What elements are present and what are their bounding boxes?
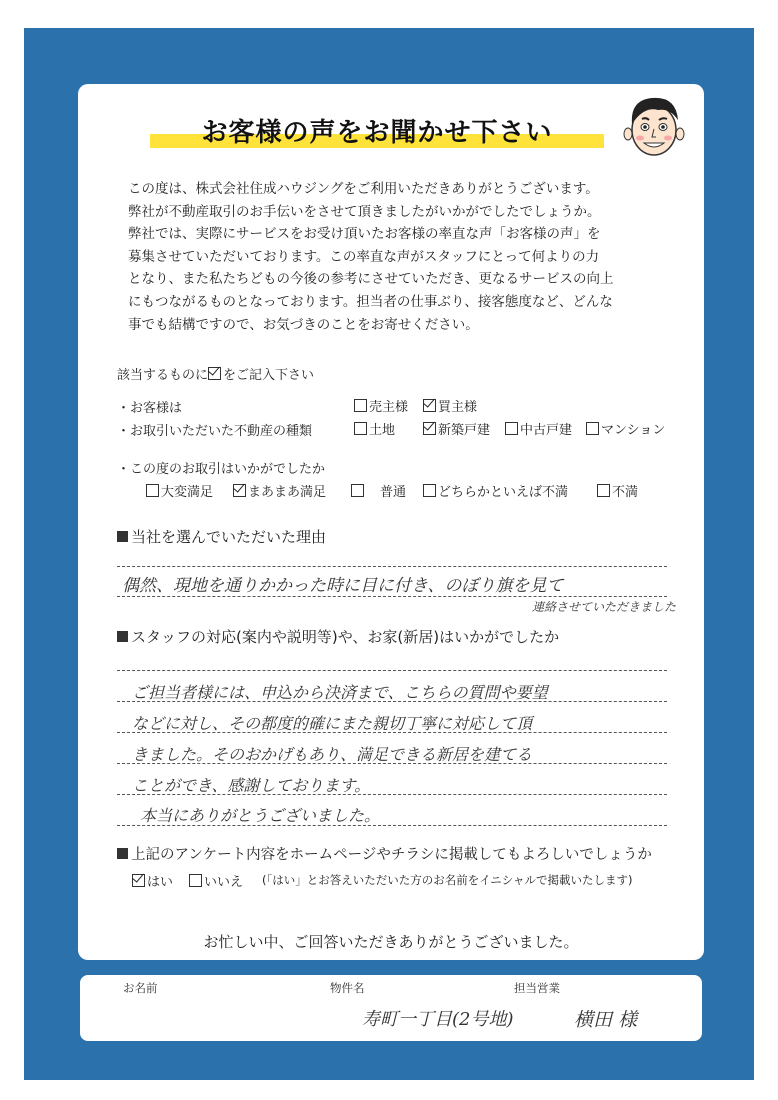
intro-line: となり、また私たちどもの今後の参考にさせていただき、更なるサービスの向上 — [128, 271, 614, 288]
title-block — [150, 112, 604, 150]
answer-line — [117, 596, 667, 597]
option-somewhat-dissatisfied[interactable]: どちらかといえば不満 — [423, 481, 568, 500]
intro-line: 事でも結構ですので、お気づきのことをお寄せください。 — [128, 316, 479, 333]
staff-answer-line: などに対し、その都度的確にまた親切丁寧に対応して頂 — [132, 714, 533, 733]
staff-value: 横田 様 — [574, 1009, 638, 1031]
checkbox[interactable] — [351, 484, 364, 497]
intro-line: 弊社では、実際にサービスをお受け頂いたお客様の率直な声「お客様の声」を — [128, 226, 601, 243]
publish-note: (「はい」とお答えいただいた方のお名前をイニシャルで掲載いたします) — [262, 873, 633, 887]
option-condominium[interactable]: マンション — [586, 419, 665, 438]
checkbox-checked[interactable] — [233, 484, 246, 497]
question-reason-heading: 当社を選んでいただいた理由 — [117, 526, 326, 547]
page-title: お客様の声をお聞かせ下さい — [201, 118, 553, 148]
question-publish-heading: 上記のアンケート内容をホームページやチラシに掲載してもよろしいでしょうか — [117, 843, 652, 864]
square-bullet-icon — [117, 848, 128, 859]
checkbox[interactable] — [505, 422, 518, 435]
option-used-house[interactable]: 中古戸建 — [505, 419, 572, 438]
checkbox[interactable] — [597, 484, 610, 497]
option-very-satisfied[interactable]: 大変満足 — [146, 481, 213, 500]
checkbox[interactable] — [146, 484, 159, 497]
property-label: 物件名 — [330, 981, 365, 995]
option-seller[interactable]: 売主様 — [354, 396, 408, 415]
question-staff-heading: スタッフの対応(案内や説明等)や、お家(新居)はいかがでしたか — [117, 626, 559, 647]
intro-line: この度は、株式会社住成ハウジングをご利用いただきありがとうございます。 — [128, 181, 599, 197]
checkbox-checked[interactable] — [423, 399, 436, 412]
staff-answer-line: 本当にありがとうございました。 — [140, 806, 381, 825]
option-dissatisfied[interactable]: 不満 — [597, 481, 638, 500]
staff-label: 担当営業 — [514, 981, 560, 995]
checkbox[interactable] — [354, 399, 367, 412]
intro-line: にもつながるものとなっております。担当者の仕事ぶり、接客態度など、どんな — [128, 293, 613, 310]
thanks-message: お忙しい中、ご回答いただきありがとうございました。 — [203, 933, 579, 951]
property-type-label: ・お取引いただいた不動産の種類 — [117, 424, 313, 439]
property-value: 寿町一丁目(2号地) — [362, 1009, 514, 1030]
satisfaction-label: ・この度のお取引はいかがでしたか — [117, 462, 326, 477]
option-fairly-satisfied[interactable]: まあまあ満足 — [233, 481, 326, 500]
customer-type-label: ・お客様は — [117, 401, 183, 416]
checkbox[interactable] — [586, 422, 599, 435]
staff-answer-line: きました。そのおかげもあり、満足できる新居を建てる — [132, 745, 533, 764]
option-neutral[interactable]: 普通 — [351, 481, 406, 500]
smiling-man-icon — [618, 90, 690, 162]
option-publish-no[interactable]: いいえ — [189, 871, 243, 890]
intro-line: 弊社が不動産取引のお手伝いをさせて頂きましたがいかがでしたでしょうか。 — [128, 203, 601, 220]
reason-answer-line2: 連絡させていただきました — [532, 600, 677, 614]
checkbox-checked[interactable] — [132, 874, 145, 887]
staff-answer-line: ことができ、感謝しております。 — [132, 776, 371, 795]
option-publish-yes[interactable]: はい — [132, 871, 173, 890]
checkbox[interactable] — [189, 874, 202, 887]
square-bullet-icon — [117, 631, 128, 642]
answer-line — [117, 566, 667, 567]
checkmark-icon — [208, 367, 221, 380]
answer-line — [117, 670, 667, 671]
intro-line: 募集させていただいております。この率直な声がスタッフにとって何よりの力 — [128, 248, 600, 265]
staff-answer-line: ご担当者様には、申込から決済まで、こちらの質問や要望 — [132, 683, 548, 702]
checklist-instruction: 該当するものに をご記入下さい — [117, 368, 315, 383]
checkbox[interactable] — [423, 484, 436, 497]
option-land[interactable]: 土地 — [354, 419, 395, 438]
reason-answer-line1: 偶然、現地を通りかかった時に目に付き、のぼり旗を見て — [122, 576, 564, 596]
intro-text — [128, 178, 668, 336]
checkbox[interactable] — [354, 422, 367, 435]
option-new-house[interactable]: 新築戸建 — [423, 419, 490, 438]
checkbox-checked[interactable] — [423, 422, 436, 435]
square-bullet-icon — [117, 531, 128, 542]
option-buyer[interactable]: 買主様 — [423, 396, 477, 415]
name-label: お名前 — [123, 981, 158, 995]
